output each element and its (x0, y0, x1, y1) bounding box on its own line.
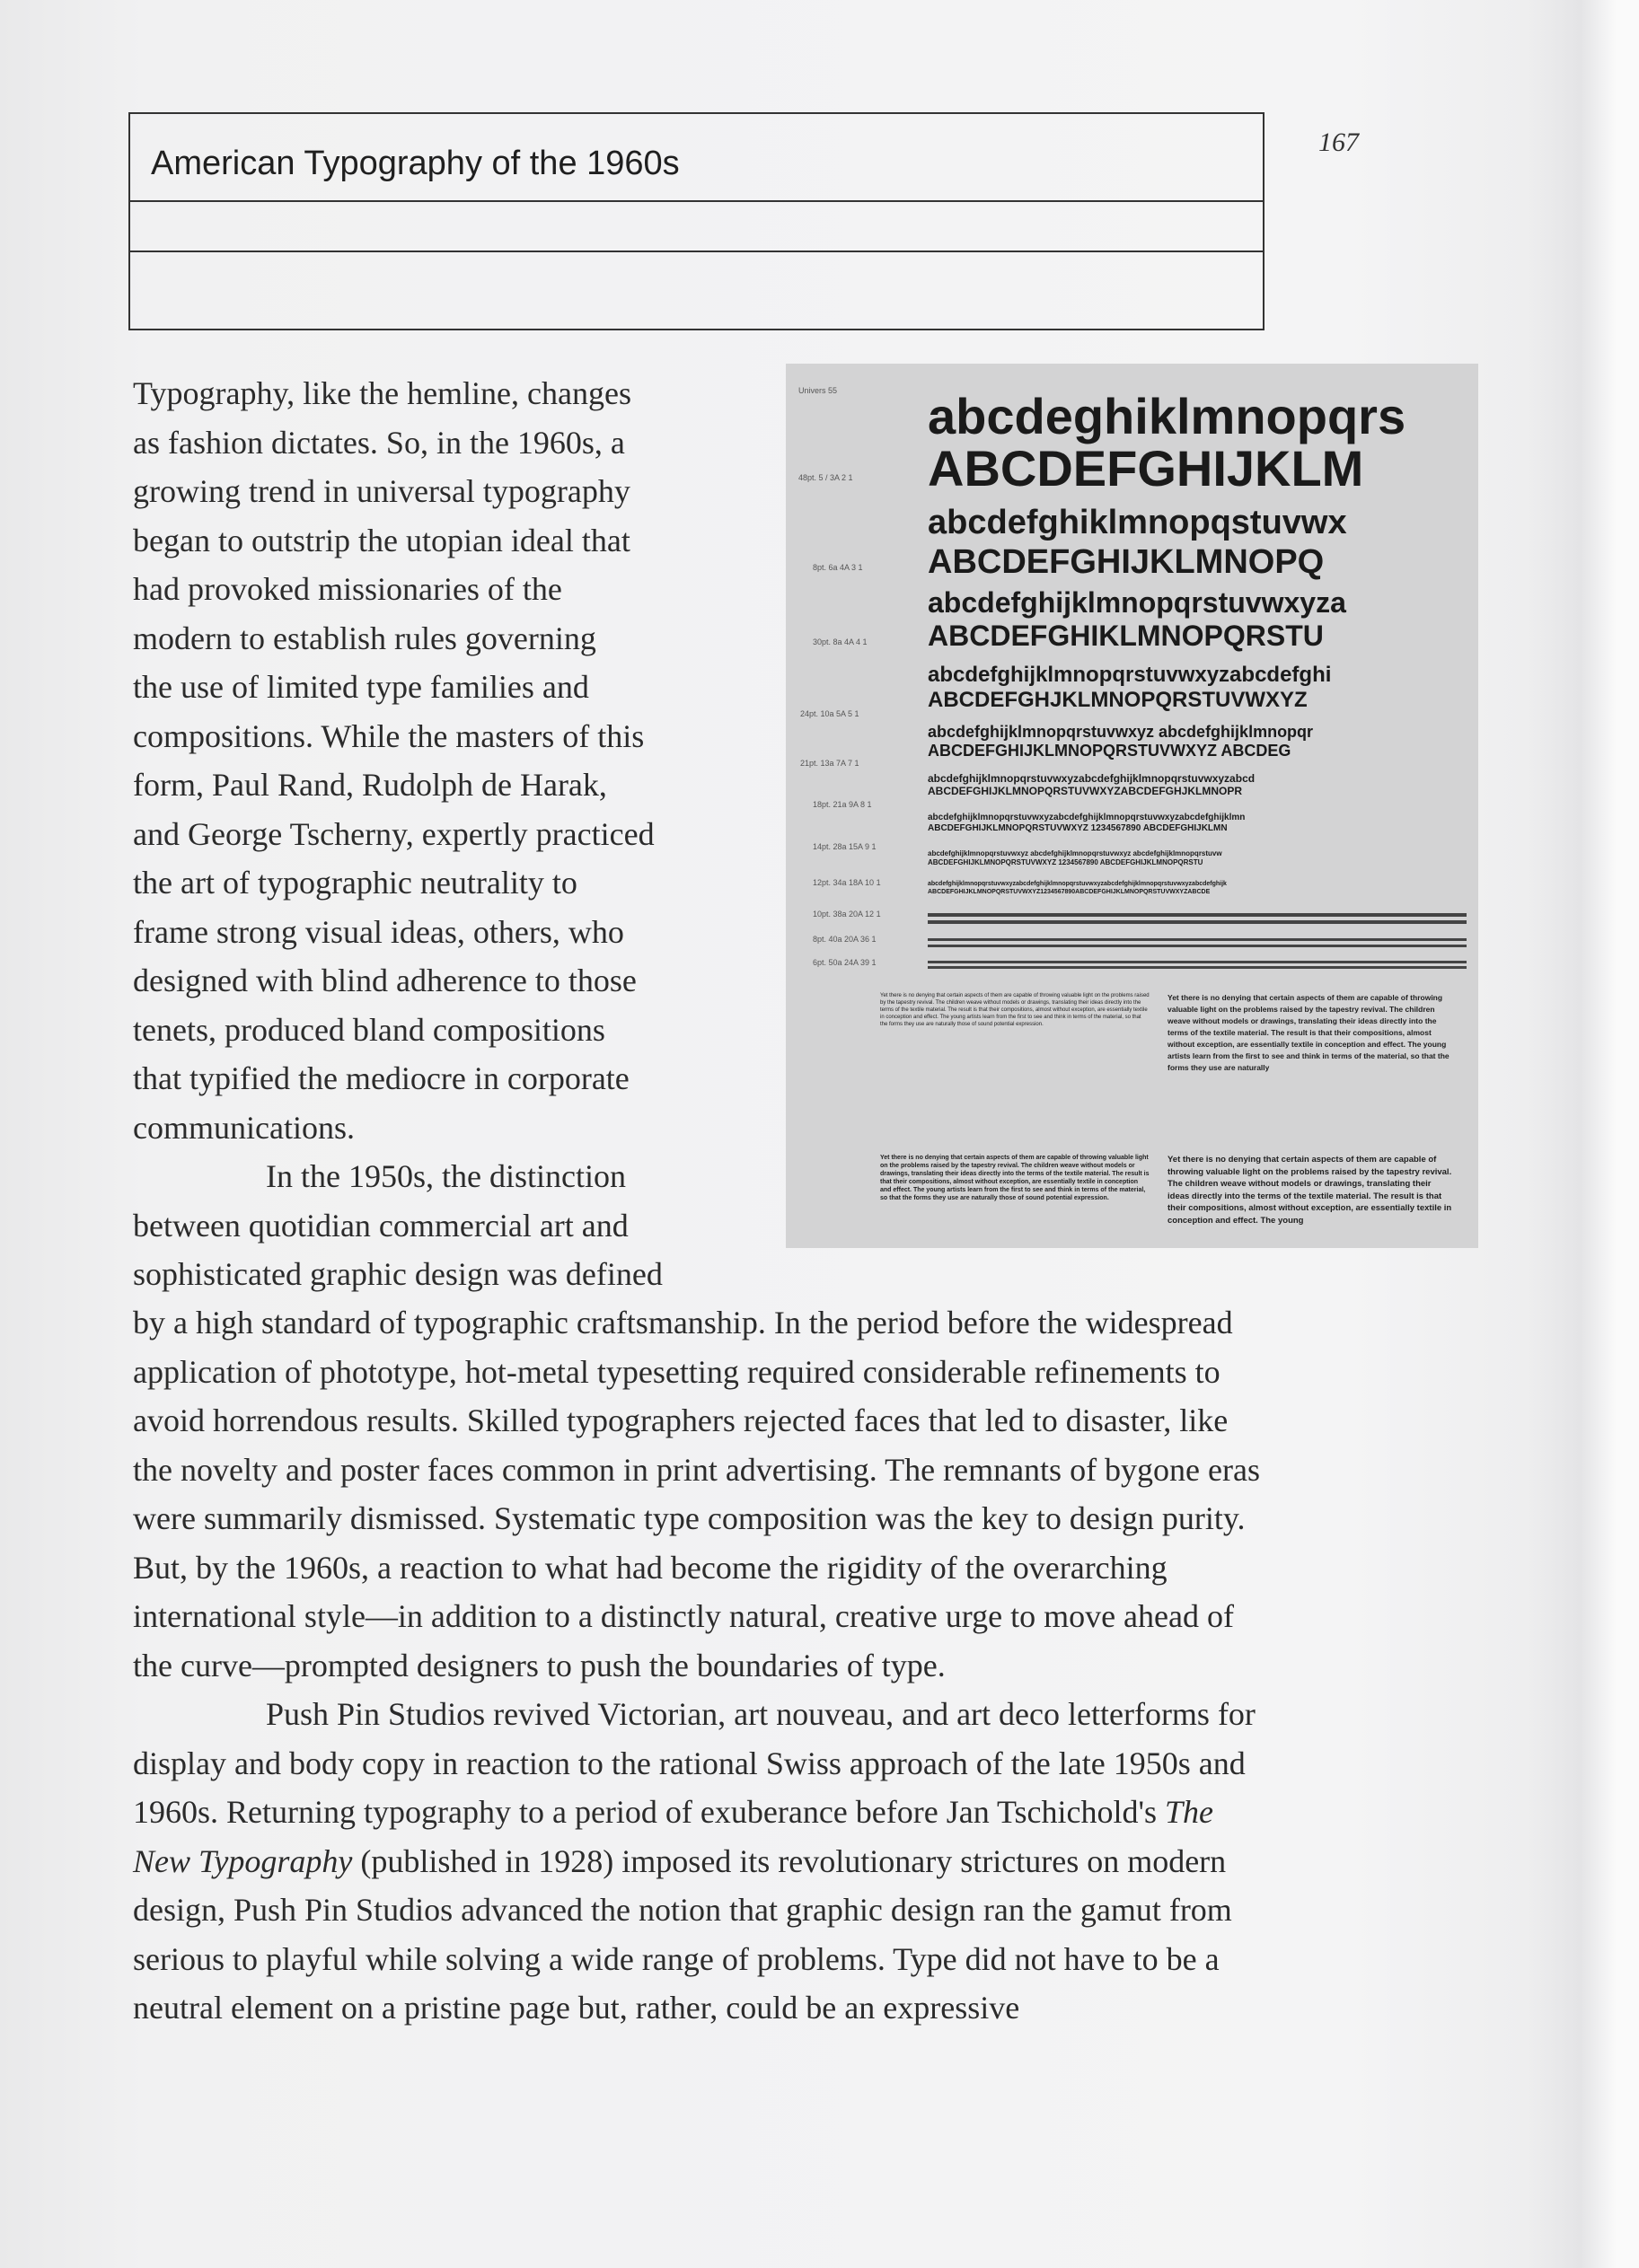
para3-text: (published in 1928) imposed its revolutionary strictures on modern design, Push Pin Studios advanced the notion that graphic design ran the gamut from serious to playful while solving a wide range of problems. Type did not have to be a neutral element on a pristine page but, rather, could be an expressive (133, 1842, 1232, 2026)
size-label: 14pt. 28a 15A 9 1 (813, 842, 877, 851)
specimen-line: abcdefghijklmnopqrstuvwxyz abcdefghijklmnopqr (928, 723, 1314, 741)
specimen-paragraph-small: Yet there is no denying that certain aspects of them are capable of throwing valuable light on the problems raised by the tapestry revival. The children weave without models or drawings, translating their ideas directly into the terms of the textile material. The result is that their compositions, almost without exception, are essentially textile in conception and effect. The young artists learn from the first to see and think in terms of the material, so that the forms they use are naturally (1168, 993, 1450, 1072)
size-label: 30pt. 8a 4A 4 1 (813, 637, 868, 646)
size-label: 8pt. 6a 4A 3 1 (813, 563, 863, 572)
tiny-specimen-line (928, 938, 1467, 941)
header-row-blank (130, 200, 1263, 252)
specimen-paragraph-medium: Yet there is no denying that certain aspects of them are capable of throwing valuable light on the problems raised by the tapestry revival. The children weave without models or drawings, translating their ideas directly into the terms of the textile material. The result is that their compositions, almost without exception, are essentially textile in conception and effect. The young (1168, 1155, 1452, 1226)
type-specimen-image (786, 364, 1478, 1248)
size-label: 24pt. 10a 5A 5 1 (800, 709, 859, 718)
col-line: as fashion dictates. So, in the 1960s, a (133, 424, 625, 461)
column-text (133, 369, 780, 1299)
tiny-specimen-line (928, 966, 1467, 969)
specimen-paragraph-small: Yet there is no denying that certain aspects of them are capable of throwing valuable light on the problems raised by the tapestry revival. The children weave without models or drawings, translating their ideas directly into the terms of the textile material. The result is that their compositions, almost without exception, are essentially textile in conception and effect. The young artists learn from the first to see and think in terms of the material, so that the forms they use are naturally those of sound potential expression. (880, 993, 1150, 1027)
size-label: 6pt. 50a 24A 39 1 (813, 958, 877, 967)
paragraph-2-cont: by a high standard of typographic craftsmanship. In the period before the widespread application of phototype, hot-metal typesetting required considerable refinements to avoid horrendous results. Skilled typographers rejected faces that led to disaster, like the novelty and poster faces common in print advertising. The remnants of bygone eras were summarily dismissed. Systematic type composition was the key to design purity. But, by the 1960s, a reaction to what had become the rigidity of the overarching international style—in addition to a distinctly natural, creative urge to move ahead of the curve—prompted designers to push the boundaries of type. (133, 1305, 1260, 1683)
paragraph-2-start-cont (133, 1201, 780, 1299)
tiny-specimen-line (928, 945, 1467, 947)
size-label: 8pt. 40a 20A 36 1 (813, 935, 877, 944)
col-line: tenets, produced bland compositions (133, 1011, 605, 1048)
specimen-line: abcdefghijklmnopqrstuvwxyzabcdefghijklmnopqrstuvwxyzabcdefghijklmn (928, 813, 1246, 822)
size-label: 18pt. 21a 9A 8 1 (813, 800, 872, 809)
specimen-line: ABCDEFGHIKLMNOPQRSTU (928, 620, 1324, 652)
col-line: form, Paul Rand, Rudolph de Harak, (133, 767, 607, 803)
tiny-specimen-line (928, 913, 1467, 917)
col-line: frame strong visual ideas, others, who (133, 913, 624, 950)
specimen-line: ABCDEFGHJKLMNOPQRSTUVWXYZ (928, 688, 1308, 712)
col-line: sophisticated graphic design was defined (133, 1256, 663, 1292)
col-line: designed with blind adherence to those (133, 963, 637, 998)
col-line: the use of limited type families and (133, 669, 589, 705)
size-label: 48pt. 5 / 3A 2 1 (798, 473, 853, 482)
col-line: modern to establish rules governing (133, 620, 596, 656)
col-line: the art of typographic neutrality to (133, 865, 577, 901)
specimen-line: abcdeghiklmnopqrs (928, 389, 1406, 444)
col-line: and George Tscherny, expertly practiced (133, 815, 655, 852)
size-label: 10pt. 38a 20A 12 1 (813, 910, 881, 919)
specimen-line: ABCDEFGHIJKLMNOPQRSTUVWXYZ ABCDEG (928, 742, 1291, 760)
full-width-text (133, 1298, 1273, 2033)
specimen-line: ABCDEFGHIJKLM (928, 441, 1364, 497)
header-row-title (130, 114, 1263, 202)
size-label: 21pt. 13a 7A 7 1 (800, 759, 859, 768)
specimen-line: ABCDEFGHIJKLMNOPQRSTUVWXYZ 1234567890 ABCDEFGHIJKLMNOPQRSTU (928, 858, 1203, 866)
paragraph-2-start (133, 1152, 780, 1201)
specimen-line: abcdefghijklmnopqrstuvwxyzabcdefghijklmnopqrstuvwxyzabcd (928, 772, 1256, 785)
paragraph-1 (133, 369, 780, 1152)
col-line: that typified the mediocre in corporate (133, 1060, 630, 1096)
col-line: between quotidian commercial art and (133, 1207, 629, 1244)
specimen-line: ABCDEFGHIJKLMNOPQRSTUVWXYZABCDEFGHJKLMNOPR (928, 785, 1243, 797)
specimen-line: ABCDEFGHIJKLMNOPQRSTUVWXYZ1234567890ABCDEFGHIJKLMNOPQRSTUVWXYZABCDE (928, 889, 1211, 895)
specimen-line: ABCDEFGHIJKLMNOPQRSTUVWXYZ 1234567890 ABCDEFGHIJKLMN (928, 823, 1228, 833)
col-line: had provoked missionaries of the (133, 571, 562, 607)
paragraph-3 (133, 1690, 1273, 2033)
col-line: growing trend in universal typography (133, 473, 630, 509)
section-header-box (128, 112, 1264, 330)
col-line: Typography, like the hemline, changes (133, 375, 631, 411)
col-line: compositions. While the masters of this (133, 717, 645, 754)
page-number: 167 (1318, 127, 1359, 157)
col-line: began to outstrip the utopian ideal that (133, 522, 630, 558)
size-label: Univers 55 (798, 386, 838, 395)
specimen-line: abcdefghijklmnopqrstuvwxyza (928, 586, 1346, 619)
specimen-line: abcdefghijklmnopqrstuvwxyz abcdefghijklmnopqrstuvwxyz abcdefghijklmnopqrstuvw (928, 849, 1222, 857)
size-label: 12pt. 34a 18A 10 1 (813, 878, 881, 887)
specimen-line: ABCDEFGHIJKLMNOPQ (928, 543, 1325, 581)
section-title: American Typography of the 1960s (151, 145, 680, 182)
col-line: communications. (133, 1109, 355, 1146)
para3-text: Push Pin Studios revived Victorian, art nouveau, and art deco letterforms for display and body copy in reaction to the rational Swiss approach of the late 1950s and 1960s. Returning typography to a period of exuberance before Jan Tschichold's (133, 1696, 1256, 1830)
specimen-line: abcdefghijklmnopqrstuvwxyzabcdefghi (928, 663, 1332, 687)
specimen-line: abcdefghijklmnopqrstuvwxyzabcdefghijklmnopqrstuvwxyzabcdefghijklmnopqrstuvwxyzabcdefghijk (928, 881, 1227, 887)
tiny-specimen-line (928, 961, 1467, 963)
book-title: The New Typography (133, 1794, 1213, 1879)
tiny-specimen-line (928, 920, 1467, 924)
specimen-line: abcdefghiklmnopqstuvwx (928, 504, 1347, 541)
specimen-paragraph-medium: Yet there is no denying that certain aspects of them are capable of throwing valuable light on the problems raised by the tapestry revival. The children weave without models or drawings, translating their ideas directly into the terms of the textile material. The result is that their compositions, almost without exception, are essentially textile in conception and effect. The young artists learn from the first to see and think in terms of the material, so that the forms they use are naturally those of sound potential expression. (880, 1155, 1150, 1201)
col-line: In the 1950s, the distinction (266, 1158, 626, 1194)
